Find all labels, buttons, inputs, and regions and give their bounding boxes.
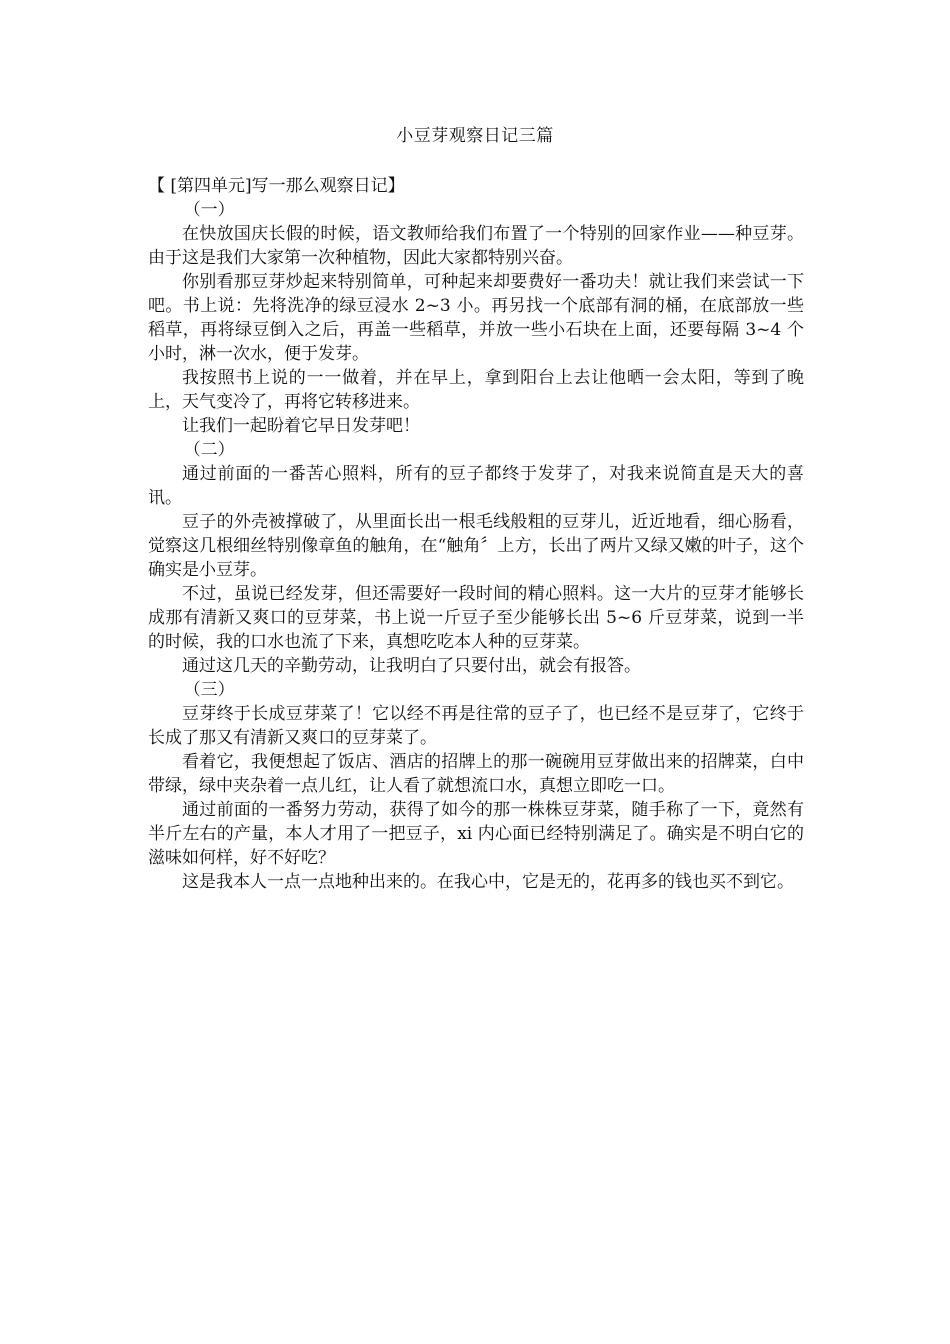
paragraph: 不过，虽说已经发芽，但还需要好一段时间的精心照料。这一大片的豆芽才能够长成那有清新又爽口的豆芽菜，书上说一斤豆子至少能够长出 5~6 斤豆芽菜，说到一半的时候，我的口水也流了下来，真想吃吃本人种的豆芽菜。 — [148, 584, 804, 652]
paragraph: 在快放国庆长假的时候，语文教师给我们布置了一个特别的回家作业——种豆芽。由于这是我们大家第一次种植物，因此大家都特别兴奋。 — [148, 224, 804, 268]
paragraph: 让我们一起盼着它早日发芽吧！ — [182, 416, 420, 436]
paragraph: 你别看那豆芽炒起来特别简单，可种起来却要费好一番功夫！就让我们来尝试一下吧。书上说：先将洗净的绿豆浸水 2~3 小。再另找一个底部有洞的桶，在底部放一些稻草，再将绿豆倒入之后，再盖一些稻草，并放一些小石块在上面，还要每隔 3~4 个小时，淋一次水，便于发芽。 — [148, 272, 804, 364]
paragraph: 看着它，我便想起了饭店、酒店的招牌上的那一碗碗用豆芽做出来的招牌菜，白中带绿，绿中夹杂着一点儿红，让人看了就想流口水，真想立即吃一口。 — [148, 752, 804, 796]
paragraph: 通过前面的一番苦心照料，所有的豆子都终于发芽了，对我来说简直是天大的喜讯。 — [148, 464, 804, 508]
section-label-3: （三） — [183, 680, 235, 700]
paragraph: 通过这几天的辛勤劳动，让我明白了只要付出，就会有报答。 — [182, 656, 641, 676]
section-label-2: （二） — [183, 440, 235, 460]
paragraph: 豆子的外壳被撑破了，从里面长出一根毛线般粗的豆芽儿，近近地看，细心肠看，觉察这几根细丝特别像章鱼的触角，在“触角〞上方，长出了两片又绿又嫩的叶子，这个确实是小豆芽。 — [148, 512, 804, 580]
document-title: 小豆芽观察日记三篇 — [396, 126, 554, 146]
section-label-1: （一） — [183, 200, 235, 220]
document-body — [148, 174, 804, 894]
paragraph: 豆芽终于长成豆芽菜了！它以经不再是往常的豆子了，也已经不是豆芽了，它终于长成了那又有清新又爽口的豆芽菜了。 — [148, 704, 804, 748]
paragraph: 通过前面的一番努力劳动，获得了如今的那一株株豆芽菜，随手称了一下，竟然有半斤左右的产量，本人才用了一把豆子，xi 内心面已经特别满足了。确实是不明白它的滋味如何样，好不好吃？ — [148, 800, 804, 868]
unit-heading: 【 [第四单元]写一那么观察日记】 — [148, 176, 405, 196]
paragraph: 这是我本人一点一点地种出来的。在我心中，它是无的，花再多的钱也买不到它。 — [182, 872, 794, 892]
paragraph: 我按照书上说的一一做着，并在早上，拿到阳台上去让他晒一会太阳，等到了晚上，天气变冷了，再将它转移进来。 — [148, 368, 804, 412]
